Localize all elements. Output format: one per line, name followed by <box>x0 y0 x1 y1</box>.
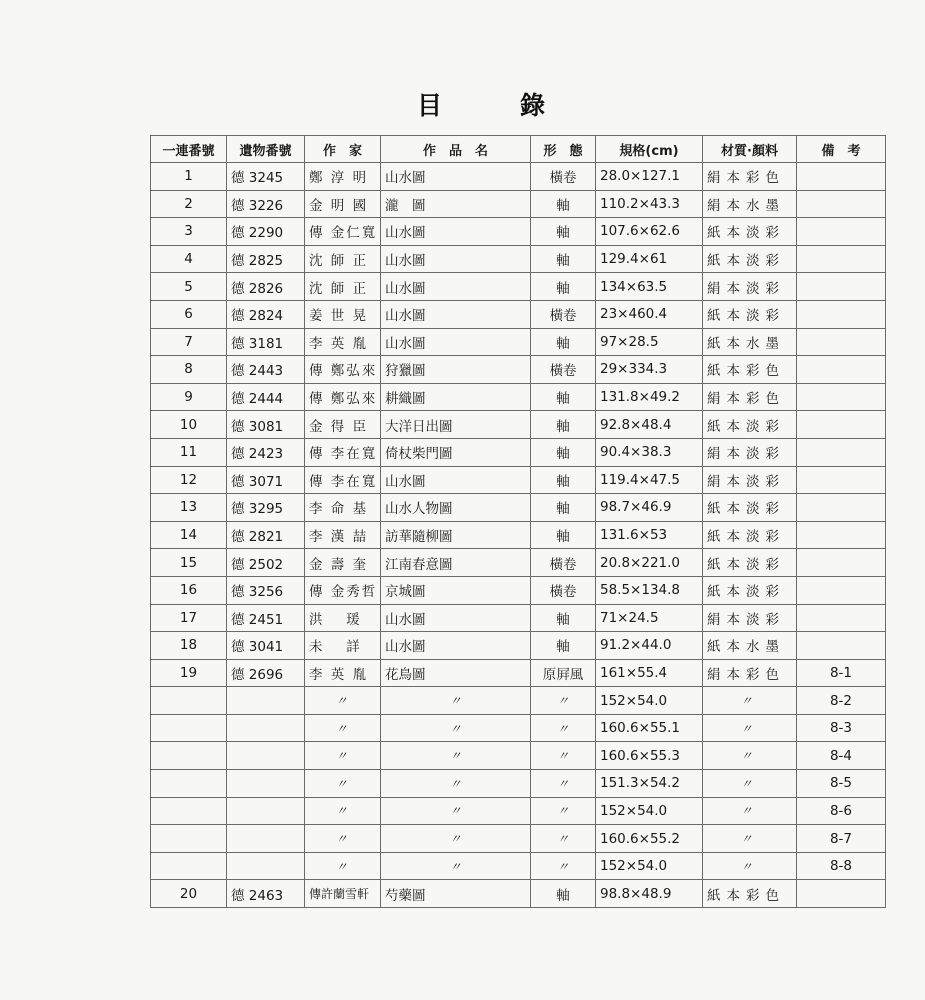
cell-form: 軸 <box>531 383 596 411</box>
table-row <box>151 273 886 301</box>
cell-work-title: 大洋日出圖 <box>381 411 531 439</box>
cell-serial-no: 15 <box>151 549 227 577</box>
cell-form: 〃 <box>531 770 596 798</box>
cell-relic-no: 德 2821 <box>227 521 305 549</box>
cell-form: 軸 <box>531 245 596 273</box>
cell-form: 〃 <box>531 687 596 715</box>
cell-relic-no: 德 2290 <box>227 218 305 246</box>
table-row <box>151 245 886 273</box>
cell-note: 8-2 <box>797 687 886 715</box>
table-row <box>151 742 886 770</box>
cell-form: 〃 <box>531 825 596 853</box>
cell-relic-no: 德 2696 <box>227 659 305 687</box>
cell-relic-no: 德 3295 <box>227 494 305 522</box>
cell-artist: 〃 <box>305 852 381 880</box>
cell-form: 橫卷 <box>531 576 596 604</box>
cell-relic-no <box>227 770 305 798</box>
cell-serial-no: 14 <box>151 521 227 549</box>
table-row <box>151 190 886 218</box>
cell-form: 軸 <box>531 411 596 439</box>
cell-material: 絹本淡彩 <box>703 438 797 466</box>
cell-artist: 〃 <box>305 742 381 770</box>
cell-size: 29×334.3 <box>596 356 703 384</box>
cell-note: 8-3 <box>797 714 886 742</box>
cell-work-title: 山水圖 <box>381 604 531 632</box>
cell-serial-no <box>151 852 227 880</box>
cell-material: 紙本淡彩 <box>703 218 797 246</box>
cell-form: 原屛風 <box>531 659 596 687</box>
cell-artist: 沈 師 正 <box>305 245 381 273</box>
cell-material: 紙本淡彩 <box>703 411 797 439</box>
cell-note: 8-4 <box>797 742 886 770</box>
cell-work-title: 山水圖 <box>381 273 531 301</box>
cell-relic-no: 德 2825 <box>227 245 305 273</box>
cell-material: 〃 <box>703 770 797 798</box>
cell-form: 軸 <box>531 494 596 522</box>
header-size: 規格(cm) <box>596 136 703 163</box>
cell-serial-no <box>151 742 227 770</box>
table-row <box>151 356 886 384</box>
table-row <box>151 632 886 660</box>
cell-serial-no: 13 <box>151 494 227 522</box>
cell-artist: 金 壽 奎 <box>305 549 381 577</box>
cell-size: 71×24.5 <box>596 604 703 632</box>
table-row <box>151 494 886 522</box>
cell-artist: 〃 <box>305 797 381 825</box>
cell-size: 152×54.0 <box>596 687 703 715</box>
cell-form: 軸 <box>531 521 596 549</box>
table-row <box>151 466 886 494</box>
table-row <box>151 438 886 466</box>
cell-size: 152×54.0 <box>596 797 703 825</box>
cell-size: 152×54.0 <box>596 852 703 880</box>
table-row <box>151 163 886 191</box>
cell-material: 絹本彩色 <box>703 383 797 411</box>
cell-serial-no <box>151 714 227 742</box>
cell-work-title: 山水圖 <box>381 245 531 273</box>
header-work-title: 作 品 名 <box>381 136 531 163</box>
cell-material: 紙本水墨 <box>703 632 797 660</box>
cell-note <box>797 273 886 301</box>
table-row <box>151 797 886 825</box>
cell-work-title: 〃 <box>381 770 531 798</box>
table-row <box>151 300 886 328</box>
cell-work-title: 京城圖 <box>381 576 531 604</box>
table-row <box>151 383 886 411</box>
cell-work-title: 山水圖 <box>381 466 531 494</box>
cell-material: 紙本水墨 <box>703 328 797 356</box>
table-row <box>151 576 886 604</box>
cell-form: 軸 <box>531 466 596 494</box>
cell-work-title: 〃 <box>381 714 531 742</box>
cell-form: 橫卷 <box>531 549 596 577</box>
cell-note <box>797 576 886 604</box>
cell-serial-no: 1 <box>151 163 227 191</box>
cell-relic-no: 德 3256 <box>227 576 305 604</box>
cell-size: 28.0×127.1 <box>596 163 703 191</box>
cell-material: 紙本淡彩 <box>703 245 797 273</box>
cell-work-title: 山水圖 <box>381 218 531 246</box>
header-serial-no: 一連番號 <box>151 136 227 163</box>
cell-material: 〃 <box>703 742 797 770</box>
cell-note: 8-7 <box>797 825 886 853</box>
header-form: 形 態 <box>531 136 596 163</box>
cell-note <box>797 494 886 522</box>
cell-material: 〃 <box>703 714 797 742</box>
cell-form: 軸 <box>531 632 596 660</box>
table-row <box>151 659 886 687</box>
cell-material: 紙本彩色 <box>703 880 797 908</box>
cell-serial-no: 3 <box>151 218 227 246</box>
cell-size: 134×63.5 <box>596 273 703 301</box>
cell-serial-no: 18 <box>151 632 227 660</box>
cell-serial-no: 17 <box>151 604 227 632</box>
cell-note <box>797 163 886 191</box>
cell-relic-no <box>227 687 305 715</box>
cell-form: 軸 <box>531 880 596 908</box>
cell-note: 8-8 <box>797 852 886 880</box>
cell-note <box>797 328 886 356</box>
cell-artist: 傳 金秀哲 <box>305 576 381 604</box>
cell-size: 23×460.4 <box>596 300 703 328</box>
cell-material: 絹本淡彩 <box>703 466 797 494</box>
cell-material: 紙本彩色 <box>703 356 797 384</box>
cell-material: 紙本淡彩 <box>703 494 797 522</box>
table-row <box>151 825 886 853</box>
cell-artist: 〃 <box>305 714 381 742</box>
cell-note <box>797 880 886 908</box>
cell-note <box>797 438 886 466</box>
cell-size: 131.8×49.2 <box>596 383 703 411</box>
cell-form: 〃 <box>531 714 596 742</box>
cell-size: 58.5×134.8 <box>596 576 703 604</box>
cell-material: 絹本淡彩 <box>703 273 797 301</box>
cell-relic-no: 德 2443 <box>227 356 305 384</box>
cell-size: 110.2×43.3 <box>596 190 703 218</box>
catalog-table <box>150 135 886 908</box>
table-row <box>151 880 886 908</box>
cell-artist: 傳 金仁寬 <box>305 218 381 246</box>
cell-size: 107.6×62.6 <box>596 218 703 246</box>
cell-serial-no: 16 <box>151 576 227 604</box>
cell-work-title: 山水圖 <box>381 328 531 356</box>
cell-size: 90.4×38.3 <box>596 438 703 466</box>
cell-relic-no <box>227 742 305 770</box>
cell-material: 絹本彩色 <box>703 163 797 191</box>
cell-serial-no <box>151 825 227 853</box>
cell-note <box>797 218 886 246</box>
cell-note <box>797 604 886 632</box>
cell-material: 紙本淡彩 <box>703 576 797 604</box>
cell-material: 紙本淡彩 <box>703 549 797 577</box>
cell-form: 橫卷 <box>531 163 596 191</box>
cell-relic-no: 德 3226 <box>227 190 305 218</box>
cell-artist: 李 漢 喆 <box>305 521 381 549</box>
cell-relic-no: 德 2502 <box>227 549 305 577</box>
cell-relic-no <box>227 825 305 853</box>
cell-work-title: 〃 <box>381 825 531 853</box>
cell-serial-no: 20 <box>151 880 227 908</box>
cell-work-title: 〃 <box>381 742 531 770</box>
cell-size: 20.8×221.0 <box>596 549 703 577</box>
cell-work-title: 江南春意圖 <box>381 549 531 577</box>
cell-artist: 〃 <box>305 825 381 853</box>
cell-work-title: 瀧 圖 <box>381 190 531 218</box>
cell-relic-no: 德 2451 <box>227 604 305 632</box>
cell-artist: 金 明 國 <box>305 190 381 218</box>
cell-serial-no: 8 <box>151 356 227 384</box>
cell-material: 紙本淡彩 <box>703 300 797 328</box>
cell-serial-no: 6 <box>151 300 227 328</box>
cell-form: 軸 <box>531 273 596 301</box>
cell-size: 91.2×44.0 <box>596 632 703 660</box>
table-row <box>151 218 886 246</box>
cell-work-title: 耕織圖 <box>381 383 531 411</box>
cell-work-title: 山水圖 <box>381 632 531 660</box>
cell-artist: 傳許蘭雪軒 <box>305 880 381 908</box>
cell-material: 絹本水墨 <box>703 190 797 218</box>
cell-size: 160.6×55.1 <box>596 714 703 742</box>
cell-note <box>797 411 886 439</box>
cell-serial-no: 5 <box>151 273 227 301</box>
cell-material: 〃 <box>703 797 797 825</box>
cell-serial-no <box>151 770 227 798</box>
cell-form: 橫卷 <box>531 300 596 328</box>
cell-size: 98.8×48.9 <box>596 880 703 908</box>
header-note: 備 考 <box>797 136 886 163</box>
cell-material: 〃 <box>703 852 797 880</box>
cell-form: 軸 <box>531 438 596 466</box>
header-artist: 作 家 <box>305 136 381 163</box>
cell-relic-no: 德 3245 <box>227 163 305 191</box>
cell-work-title: 芍藥圖 <box>381 880 531 908</box>
cell-size: 92.8×48.4 <box>596 411 703 439</box>
cell-form: 〃 <box>531 852 596 880</box>
cell-artist: 洪 瑗 <box>305 604 381 632</box>
cell-work-title: 狩獵圖 <box>381 356 531 384</box>
cell-form: 軸 <box>531 218 596 246</box>
cell-artist: 李 英 胤 <box>305 328 381 356</box>
cell-material: 〃 <box>703 687 797 715</box>
cell-serial-no <box>151 797 227 825</box>
cell-material: 絹本淡彩 <box>703 604 797 632</box>
cell-artist: 沈 師 正 <box>305 273 381 301</box>
cell-form: 軸 <box>531 190 596 218</box>
cell-size: 160.6×55.2 <box>596 825 703 853</box>
cell-relic-no: 德 2423 <box>227 438 305 466</box>
table-row <box>151 687 886 715</box>
cell-note <box>797 190 886 218</box>
cell-note <box>797 521 886 549</box>
cell-size: 131.6×53 <box>596 521 703 549</box>
table-row <box>151 549 886 577</box>
cell-work-title: 山水圖 <box>381 163 531 191</box>
cell-relic-no: 德 2463 <box>227 880 305 908</box>
header-relic-no: 遺物番號 <box>227 136 305 163</box>
cell-relic-no: 德 3181 <box>227 328 305 356</box>
cell-artist: 傳 鄭弘來 <box>305 383 381 411</box>
cell-artist: 李 英 胤 <box>305 659 381 687</box>
table-row <box>151 604 886 632</box>
cell-form: 〃 <box>531 797 596 825</box>
cell-note <box>797 383 886 411</box>
cell-work-title: 倚杖柴門圖 <box>381 438 531 466</box>
cell-serial-no: 9 <box>151 383 227 411</box>
cell-serial-no: 19 <box>151 659 227 687</box>
page-title: 目錄 <box>416 91 623 120</box>
cell-relic-no: 德 2444 <box>227 383 305 411</box>
table-header-row <box>151 136 886 163</box>
cell-work-title: 訪華隨柳圖 <box>381 521 531 549</box>
cell-note <box>797 245 886 273</box>
cell-material: 紙本淡彩 <box>703 521 797 549</box>
cell-serial-no: 4 <box>151 245 227 273</box>
cell-work-title: 山水人物圖 <box>381 494 531 522</box>
cell-material: 絹本彩色 <box>703 659 797 687</box>
table-row <box>151 770 886 798</box>
cell-note <box>797 300 886 328</box>
cell-artist: 金 得 臣 <box>305 411 381 439</box>
table-row <box>151 521 886 549</box>
cell-form: 橫卷 <box>531 356 596 384</box>
cell-size: 161×55.4 <box>596 659 703 687</box>
cell-artist: 李 命 基 <box>305 494 381 522</box>
cell-relic-no: 德 3081 <box>227 411 305 439</box>
cell-size: 151.3×54.2 <box>596 770 703 798</box>
cell-relic-no <box>227 797 305 825</box>
cell-serial-no: 12 <box>151 466 227 494</box>
cell-relic-no: 德 2826 <box>227 273 305 301</box>
cell-work-title: 山水圖 <box>381 300 531 328</box>
cell-serial-no: 10 <box>151 411 227 439</box>
cell-artist: 鄭 淳 明 <box>305 163 381 191</box>
table-body <box>151 163 886 908</box>
cell-note <box>797 466 886 494</box>
cell-relic-no <box>227 852 305 880</box>
table-row <box>151 852 886 880</box>
cell-relic-no: 德 3041 <box>227 632 305 660</box>
cell-material: 〃 <box>703 825 797 853</box>
cell-artist: 傳 鄭弘來 <box>305 356 381 384</box>
cell-size: 98.7×46.9 <box>596 494 703 522</box>
table-row <box>151 411 886 439</box>
cell-form: 軸 <box>531 328 596 356</box>
cell-form: 軸 <box>531 604 596 632</box>
cell-serial-no: 7 <box>151 328 227 356</box>
cell-artist: 未 詳 <box>305 632 381 660</box>
cell-note <box>797 549 886 577</box>
cell-size: 119.4×47.5 <box>596 466 703 494</box>
cell-work-title: 花鳥圖 <box>381 659 531 687</box>
header-material: 材質·顏料 <box>703 136 797 163</box>
cell-relic-no: 德 3071 <box>227 466 305 494</box>
cell-note: 8-6 <box>797 797 886 825</box>
cell-relic-no <box>227 714 305 742</box>
cell-size: 97×28.5 <box>596 328 703 356</box>
cell-note: 8-1 <box>797 659 886 687</box>
cell-relic-no: 德 2824 <box>227 300 305 328</box>
cell-note: 8-5 <box>797 770 886 798</box>
cell-artist: 傳 李在寬 <box>305 466 381 494</box>
table-row <box>151 328 886 356</box>
cell-form: 〃 <box>531 742 596 770</box>
cell-size: 129.4×61 <box>596 245 703 273</box>
cell-serial-no: 2 <box>151 190 227 218</box>
cell-work-title: 〃 <box>381 852 531 880</box>
cell-work-title: 〃 <box>381 687 531 715</box>
cell-work-title: 〃 <box>381 797 531 825</box>
cell-artist: 〃 <box>305 687 381 715</box>
table-row <box>151 714 886 742</box>
cell-serial-no <box>151 687 227 715</box>
cell-size: 160.6×55.3 <box>596 742 703 770</box>
cell-note <box>797 632 886 660</box>
cell-artist: 〃 <box>305 770 381 798</box>
cell-serial-no: 11 <box>151 438 227 466</box>
cell-note <box>797 356 886 384</box>
cell-artist: 傳 李在寬 <box>305 438 381 466</box>
cell-artist: 姜 世 晃 <box>305 300 381 328</box>
